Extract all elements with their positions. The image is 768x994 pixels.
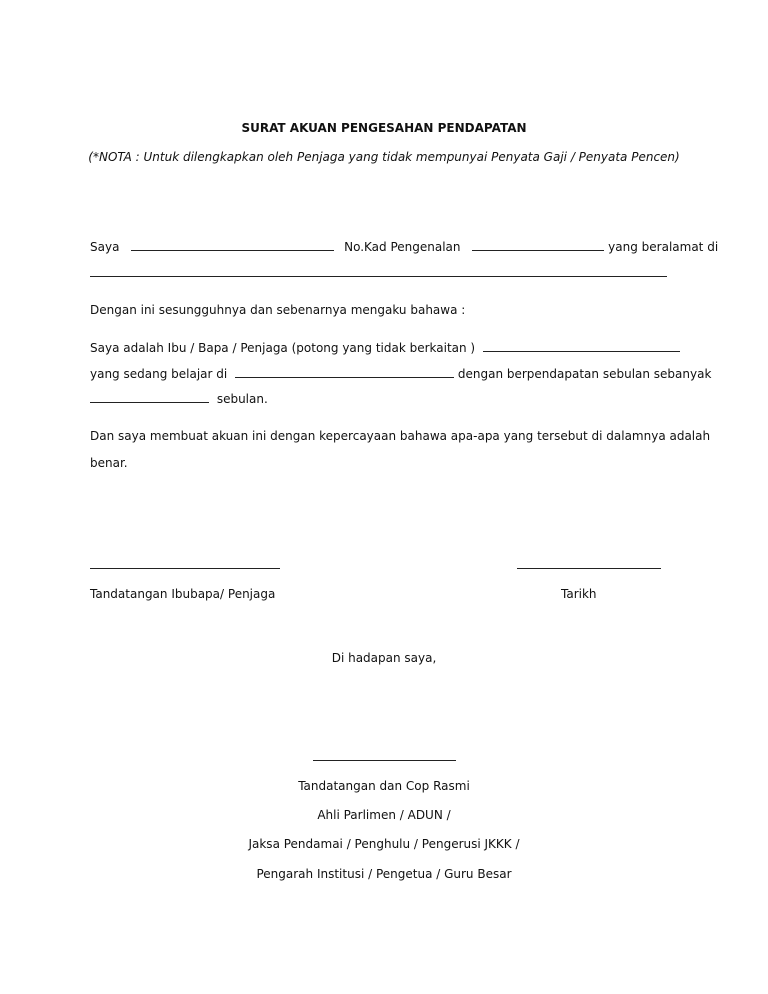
saya-label: Saya <box>90 240 120 254</box>
ic-blank <box>472 239 604 251</box>
ic-label: No.Kad Pengenalan <box>344 240 461 254</box>
income-blank <box>90 391 209 403</box>
official-role-3: Pengarah Institusi / Pengetua / Guru Besar <box>256 867 512 881</box>
date-signature-line <box>517 568 661 569</box>
institution-blank <box>235 366 454 378</box>
official-signature-line <box>313 760 456 761</box>
belief-line-2: benar. <box>90 456 128 470</box>
document-title: SURAT AKUAN PENGESAHAN PENDAPATAN <box>241 121 527 135</box>
parent-blank <box>483 340 680 352</box>
declaration-text: Dengan ini sesungguhnya dan sebenarnya mengaku bahawa : <box>90 303 466 317</box>
witness-intro: Di hadapan saya, <box>331 651 437 665</box>
parent-text: Saya adalah Ibu / Bapa / Penjaga (potong yang tidak berkaitan ) <box>90 341 476 355</box>
parent-line <box>90 340 680 355</box>
official-label: Tandatangan dan Cop Rasmi <box>298 779 470 793</box>
income-line <box>90 391 268 406</box>
name-line <box>90 239 718 254</box>
official-role-1: Ahli Parlimen / ADUN / <box>317 808 451 822</box>
study-suffix: dengan berpendapatan sebulan sebanyak <box>457 367 712 381</box>
study-line <box>90 366 711 381</box>
address-blank <box>90 276 667 277</box>
address-label: yang beralamat di <box>608 240 719 254</box>
name-blank <box>131 239 334 251</box>
study-prefix: yang sedang belajar di <box>90 367 228 381</box>
parent-signature-line <box>90 568 280 569</box>
parent-signature-label: Tandatangan Ibubapa/ Penjaga <box>90 587 276 601</box>
belief-line-1: Dan saya membuat akuan ini dengan kepercayaan bahawa apa-apa yang tersebut di dalamnya adalah <box>90 429 711 443</box>
date-label: Tarikh <box>561 587 597 601</box>
income-suffix: sebulan. <box>216 392 268 406</box>
official-role-2: Jaksa Pendamai / Penghulu / Pengerusi JKKK / <box>248 837 520 851</box>
document-note: (*NOTA : Untuk dilengkapkan oleh Penjaga yang tidak mempunyai Penyata Gaji / Penyata Pencen) <box>88 150 680 164</box>
